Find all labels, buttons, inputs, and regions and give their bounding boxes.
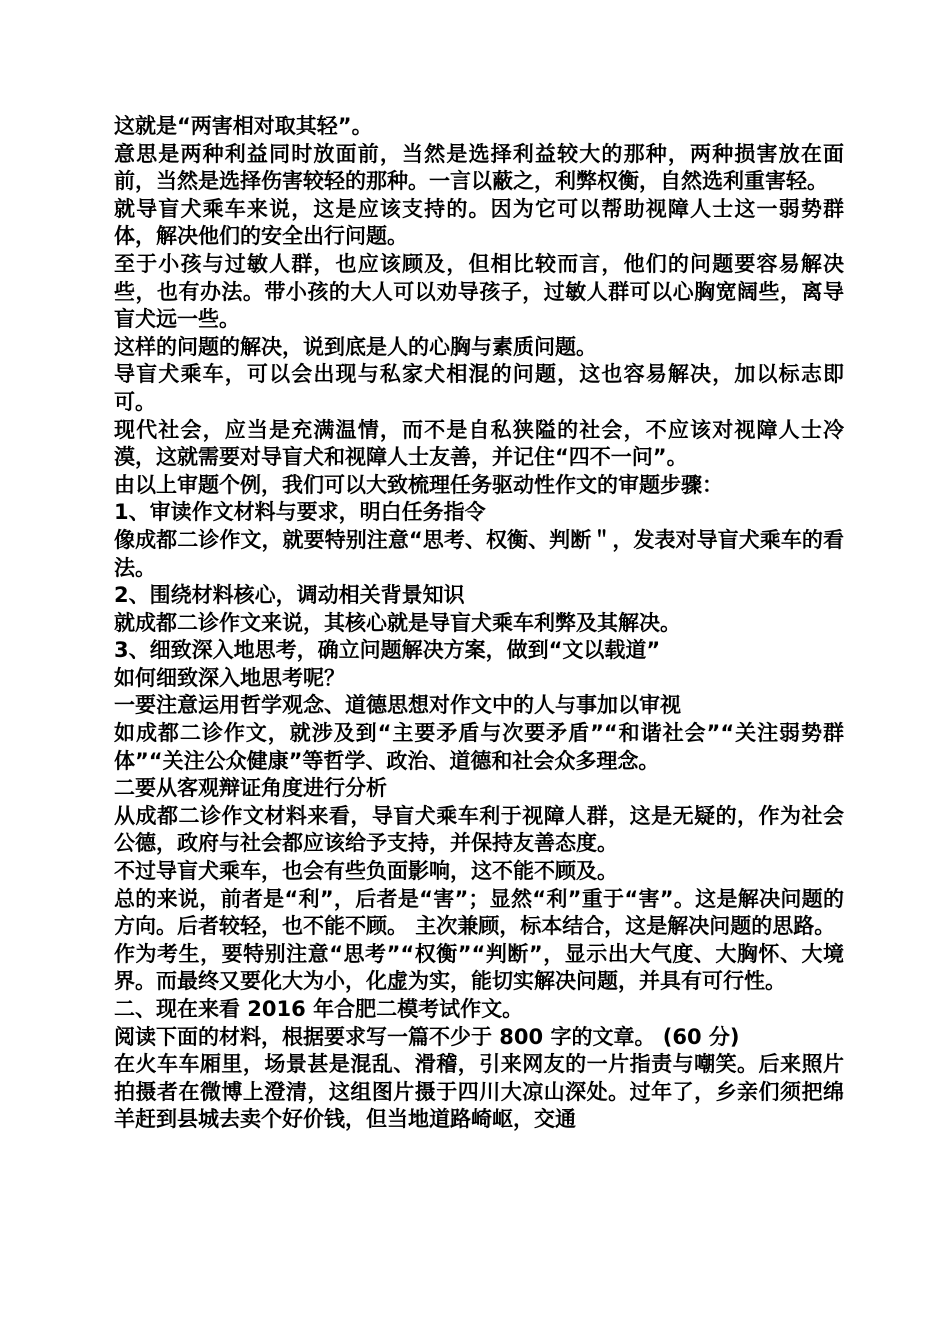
paragraph: 现代社会，应当是充满温情，而不是自私狭隘的社会，不应该对视障人士冷漠，这就需要对导盲犬和视障人士友善，并记住“四不一问”。 <box>114 417 844 470</box>
paragraph: 阅读下面的材料，根据要求写一篇不少于 800 字的文章。 (60 分) <box>114 1024 740 1049</box>
section-heading: 1、审读作文材料与要求，明白任务指令 <box>114 500 486 525</box>
section-heading: 2、围绕材料核心，调动相关背景知识 <box>114 583 465 608</box>
paragraph: 这样的问题的解决，说到底是人的心胸与素质问题。 <box>114 334 597 359</box>
paragraph: 从成都二诊作文材料来看，导盲犬乘车利于视障人群，这是无疑的，作为社会公德，政府与社会都应该给予支持，并保持友善态度。 <box>114 803 844 856</box>
paragraph: 意思是两种利益同时放面前，当然是选择利益较大的那种，两种损害放在面前，当然是选择伤害较轻的那种。一言以蔽之，利弊权衡，自然选利重害轻。 <box>114 141 844 194</box>
section-heading: 二、现在来看 2016 年合肥二模考试作文。 <box>114 997 524 1021</box>
paragraph: 一要注意运用哲学观念、道德思想对作文中的人与事加以审视 <box>114 693 681 718</box>
paragraph: 导盲犬乘车，可以会出现与私家犬相混的问题，这也容易解决，加以标志即可。 <box>114 362 844 414</box>
paragraph: 总的来说，前者是“利”，后者是“害”；显然“利”重于“害”。这是解决问题的方向。后者较轻，也不能不顾。 主次兼顾，标本结合，这是解决问题的思路。 <box>114 886 844 939</box>
section-heading: 3、细致深入地思考，确立问题解决方案，做到“文以载道” <box>114 638 661 663</box>
document-page <box>114 113 844 1134</box>
paragraph: 不过导盲犬乘车，也会有些负面影响，这不能不顾及。 <box>114 859 618 884</box>
paragraph: 作为考生，要特别注意“思考”“权衡”“判断”，显示出大气度、大胸怀、大境界。而最终又要化大为小，化虚为实，能切实解决问题，并具有可行性。 <box>114 941 844 994</box>
paragraph: 这就是“两害相对取其轻”。 <box>114 114 373 138</box>
paragraph: 至于小孩与过敏人群，也应该顾及，但相比较而言，他们的问题要容易解决些，也有办法。带小孩的大人可以劝导孩子，过敏人群可以心胸宽阔些，离导盲犬远一些。 <box>114 251 844 332</box>
paragraph: 就成都二诊作文来说，其核心就是导盲犬乘车利弊及其解决。 <box>114 610 681 635</box>
paragraph: 由以上审题个例，我们可以大致梳理任务驱动性作文的审题步骤： <box>114 472 723 497</box>
paragraph: 就导盲犬乘车来说，这是应该支持的。因为它可以帮助视障人士这一弱势群体，解决他们的安全出行问题。 <box>114 196 844 249</box>
paragraph: 像成都二诊作文，就要特别注意“思考、权衡、判断＂，发表对导盲犬乘车的看法。 <box>114 527 844 580</box>
paragraph: 如何细致深入地思考呢？ <box>114 665 345 690</box>
paragraph: 如成都二诊作文，就涉及到“主要矛盾与次要矛盾”“和谐社会”“关注弱势群体”“关注公众健康”等哲学、政治、道德和社会众多理念。 <box>114 721 844 773</box>
paragraph: 在火车车厢里，场景甚是混乱、滑稽，引来网友的一片指责与嘲笑。后来照片拍摄者在微博上澄清，这组图片摄于四川大凉山深处。过年了，乡亲们须把绵羊赶到县城去卖个好价钱，但当地道路崎岖，交通 <box>114 1052 844 1132</box>
paragraph: 二要从客观辩证角度进行分析 <box>114 776 387 801</box>
